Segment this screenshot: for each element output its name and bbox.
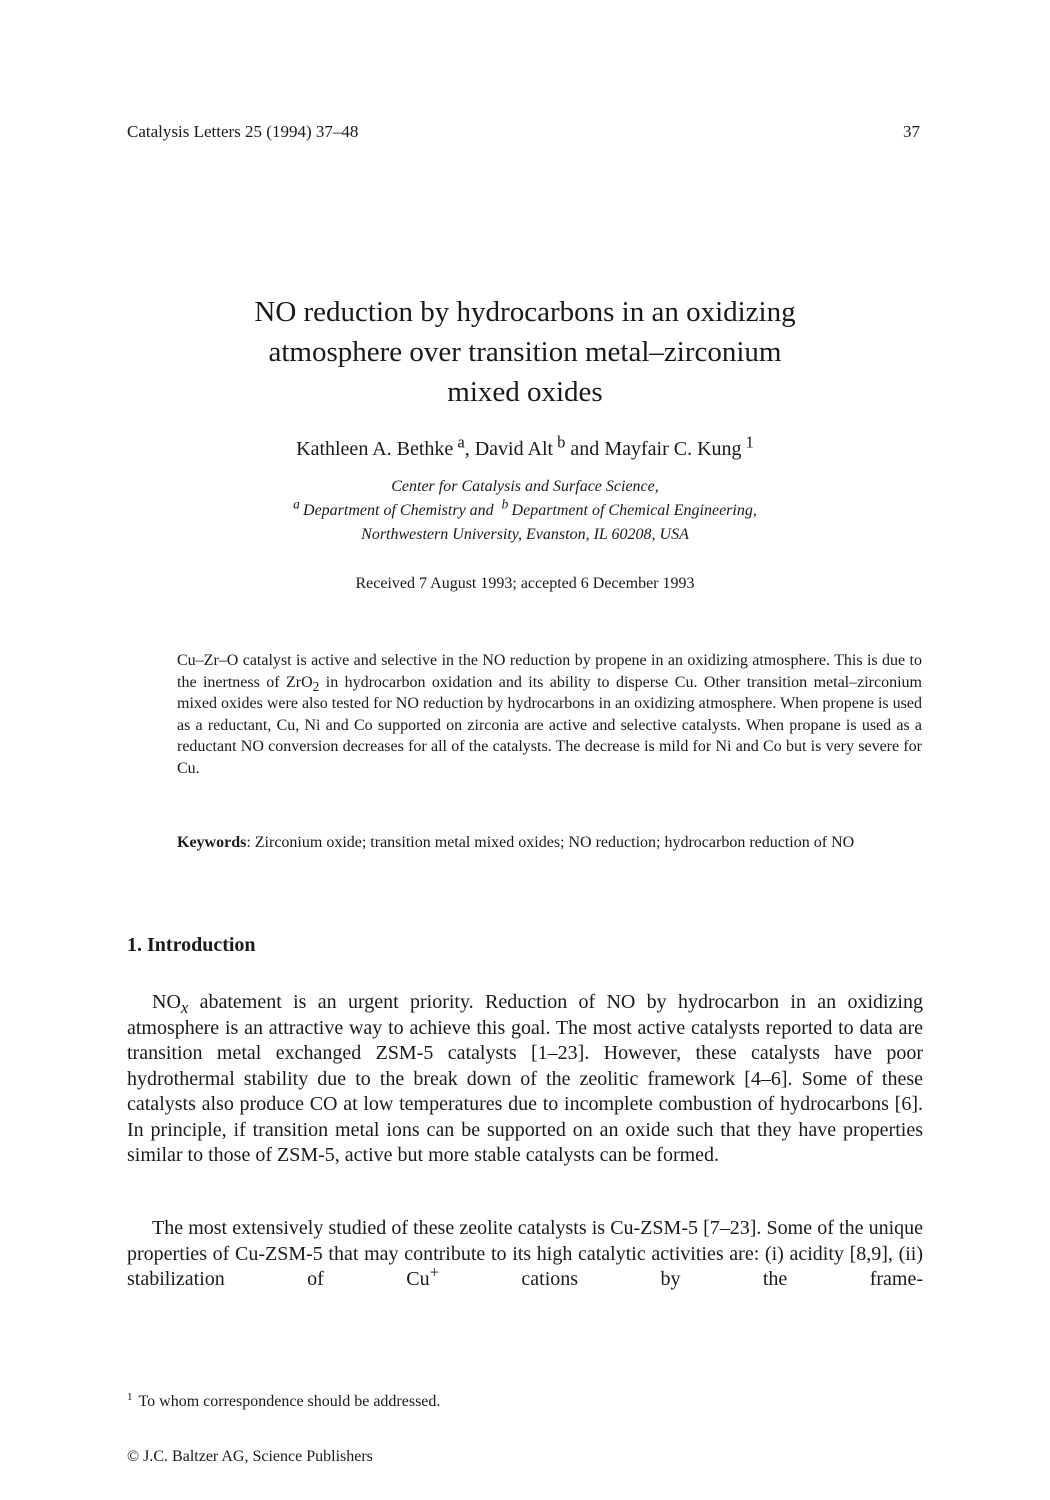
body-paragraph-1 <box>127 990 923 1169</box>
body-paragraph-2 <box>127 1216 923 1293</box>
keywords-label: Keywords <box>177 834 247 851</box>
author-list <box>127 432 923 461</box>
title-line-3: mixed oxides <box>447 376 603 408</box>
section-heading-introduction: 1. Introduction <box>127 934 256 956</box>
affiliation-dept-a: Department of Chemistry and <box>303 502 494 519</box>
p1-subscript: x <box>180 998 189 1017</box>
author-2-affil-mark: b <box>557 432 566 452</box>
author-3-affil-mark: 1 <box>745 432 754 452</box>
abstract <box>177 650 922 779</box>
affil-mark-a: a <box>293 496 300 512</box>
affiliations <box>127 475 923 547</box>
author-3: Mayfair C. Kung <box>604 438 742 460</box>
affiliation-departments <box>127 496 923 523</box>
abstract-part-1: Cu–Zr–O catalyst is active and selective in the NO reduction by propene in an oxidizing atmosphere. This is due to the inertness of ZrO <box>177 652 922 691</box>
keywords <box>177 832 922 854</box>
p2-superscript: + <box>429 1262 439 1282</box>
author-separator: , <box>464 438 475 460</box>
title-line-1: NO reduction by hydrocarbons in an oxidizing <box>254 296 796 328</box>
footnote-text: To whom correspondence should be addressed. <box>138 1393 441 1410</box>
received-dates: Received 7 August 1993; accepted 6 December 1993 <box>355 575 695 592</box>
author-2: David Alt <box>474 438 554 460</box>
affil-mark-b: b <box>501 496 509 512</box>
abstract-part-2: in hydrocarbon oxidation and its ability to disperse Cu. Other transition metal–zirconium mixed oxides were also tested for NO reduction by hydrocarbons in an oxidizing atmosphere. When propene is used as a reductant, Cu, Ni and Co supported on zirconia are active and selective catalysts. When propane is used as a reductant NO conversion decreases for all of the catalysts. The decrease is mild for Ni and Co but is very severe for Cu. <box>177 673 922 777</box>
page-number: 37 <box>903 122 920 141</box>
p2-start: The most extensively studied of these zeolite catalysts is Cu-ZSM-5 [7–23]. Some of the unique properties of Cu-ZSM-5 that may contribute to its high catalytic activities are: (i) acidity [8,9], (ii) stabilization of Cu <box>127 1217 923 1290</box>
journal-running-head: Catalysis Letters 25 (1994) 37–48 <box>127 122 359 141</box>
author-1: Kathleen A. Bethke <box>296 438 454 460</box>
affiliation-center: Center for Catalysis and Surface Science, <box>391 478 659 495</box>
author-1-affil-mark: a <box>457 432 465 452</box>
affiliation-dept-b: Department of Chemical Engineering, <box>511 502 757 519</box>
footnote <box>127 1390 441 1411</box>
p2-end: cations by the frame- <box>438 1268 923 1290</box>
paper-title <box>127 292 923 412</box>
keywords-text: : Zirconium oxide; transition metal mixed oxides; NO reduction; hydrocarbon reduction of NO <box>246 834 855 851</box>
author-separator: and <box>565 438 605 460</box>
p1-rest: abatement is an urgent priority. Reduction of NO by hydrocarbon in an oxidizing atmosphere is an attractive way to achieve this goal. The most active catalysts reported to data are transition metal exchanged ZSM-5 catalysts [1–23]. However, these catalysts have poor hydrothermal stability due to the break down of the zeolitic framework [4–6]. Some of these catalysts also produce CO at low temperatures due to incomplete combustion of hydrocarbons [6]. In principle, if transition metal ions can be supported on an oxide such that they have properties similar to those of ZSM-5, active but more stable catalysts can be formed. <box>127 991 923 1166</box>
p1-start: NO <box>152 991 181 1013</box>
footnote-mark: 1 <box>127 1390 133 1403</box>
title-line-2: atmosphere over transition metal–zirconium <box>268 336 782 368</box>
affiliation-university: Northwestern University, Evanston, IL 60208, USA <box>361 526 689 543</box>
abstract-subscript: 2 <box>312 678 320 694</box>
publisher-copyright: © J.C. Baltzer AG, Science Publishers <box>127 1448 373 1465</box>
